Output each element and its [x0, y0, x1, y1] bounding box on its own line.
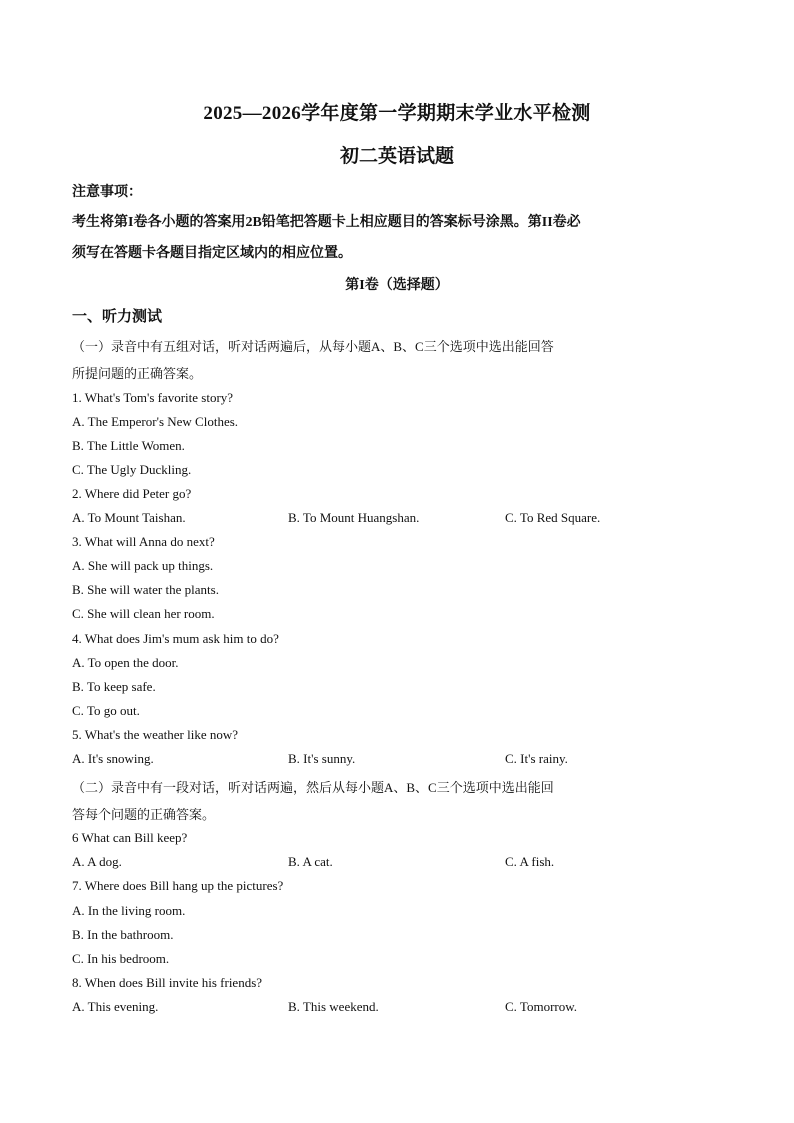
part1-instruction-line-1: （一）录音中有五组对话，听对话两遍后，从每小题A、B、C三个选项中选出能回答	[72, 339, 554, 354]
q2-option-b: B. To Mount Huangshan.	[288, 510, 420, 525]
volume-1-heading: 第I卷（选择题）	[345, 278, 449, 293]
exam-subtitle: 初二英语试题	[339, 146, 454, 167]
q8-option-a: A. This evening.	[72, 999, 159, 1014]
q1-option-b: B. The Little Women.	[72, 438, 185, 453]
q2-stem: 2. Where did Peter go?	[72, 486, 192, 501]
q6-option-a: A. A dog.	[72, 854, 122, 869]
q5-option-c: C. It's rainy.	[505, 751, 568, 766]
q4-stem: 4. What does Jim's mum ask him to do?	[72, 631, 279, 646]
q4-option-b: B. To keep safe.	[72, 679, 156, 694]
q5-option-b: B. It's sunny.	[288, 751, 356, 766]
part2-instruction-line-1: （二）录音中有一段对话，听对话两遍，然后从每小题A、B、C三个选项中选出能回	[72, 780, 554, 795]
notes-heading: 注意事项：	[72, 185, 142, 200]
q5-stem: 5. What's the weather like now?	[72, 727, 238, 742]
q7-option-c: C. In his bedroom.	[72, 951, 170, 966]
q8-option-c: C. Tomorrow.	[505, 999, 578, 1014]
q8-stem: 8. When does Bill invite his friends?	[72, 975, 263, 990]
q7-stem: 7. Where does Bill hang up the pictures?	[72, 878, 284, 893]
q6-stem: 6 What can Bill keep?	[72, 830, 188, 845]
q3-option-c: C. She will clean her room.	[72, 606, 215, 621]
q6-option-c: C. A fish.	[505, 854, 555, 869]
q2-option-c: C. To Red Square.	[505, 510, 601, 525]
q1-option-c: C. The Ugly Duckling.	[72, 462, 192, 477]
q2-option-a: A. To Mount Taishan.	[72, 510, 186, 525]
q6-option-b: B. A cat.	[288, 854, 333, 869]
q3-stem: 3. What will Anna do next?	[72, 534, 215, 549]
q3-option-a: A. She will pack up things.	[72, 558, 214, 573]
q8-option-b: B. This weekend.	[288, 999, 379, 1014]
q3-option-b: B. She will water the plants.	[72, 582, 219, 597]
notes-line-2: 须写在答题卡各题目指定区域内的相应位置。	[72, 246, 352, 261]
q1-option-a: A. The Emperor's New Clothes.	[72, 414, 239, 429]
exam-title: 2025—2026学年度第一学期期末学业水平检测	[203, 103, 591, 124]
q4-option-a: A. To open the door.	[72, 655, 179, 670]
q1-stem: 1. What's Tom's favorite story?	[72, 390, 234, 405]
notes-line-1: 考生将第I卷各小题的答案用2B铅笔把答题卡上相应题目的答案标号涂黑。第II卷必	[72, 215, 581, 230]
q4-option-c: C. To go out.	[72, 703, 140, 718]
q7-option-b: B. In the bathroom.	[72, 927, 174, 942]
part1-instruction-line-2: 所提问题的正确答案。	[72, 366, 203, 381]
section-listening-heading: 一、听力测试	[72, 309, 163, 325]
q5-option-a: A. It's snowing.	[72, 751, 154, 766]
q7-option-a: A. In the living room.	[72, 903, 186, 918]
part2-instruction-line-2: 答每个问题的正确答案。	[72, 807, 216, 822]
